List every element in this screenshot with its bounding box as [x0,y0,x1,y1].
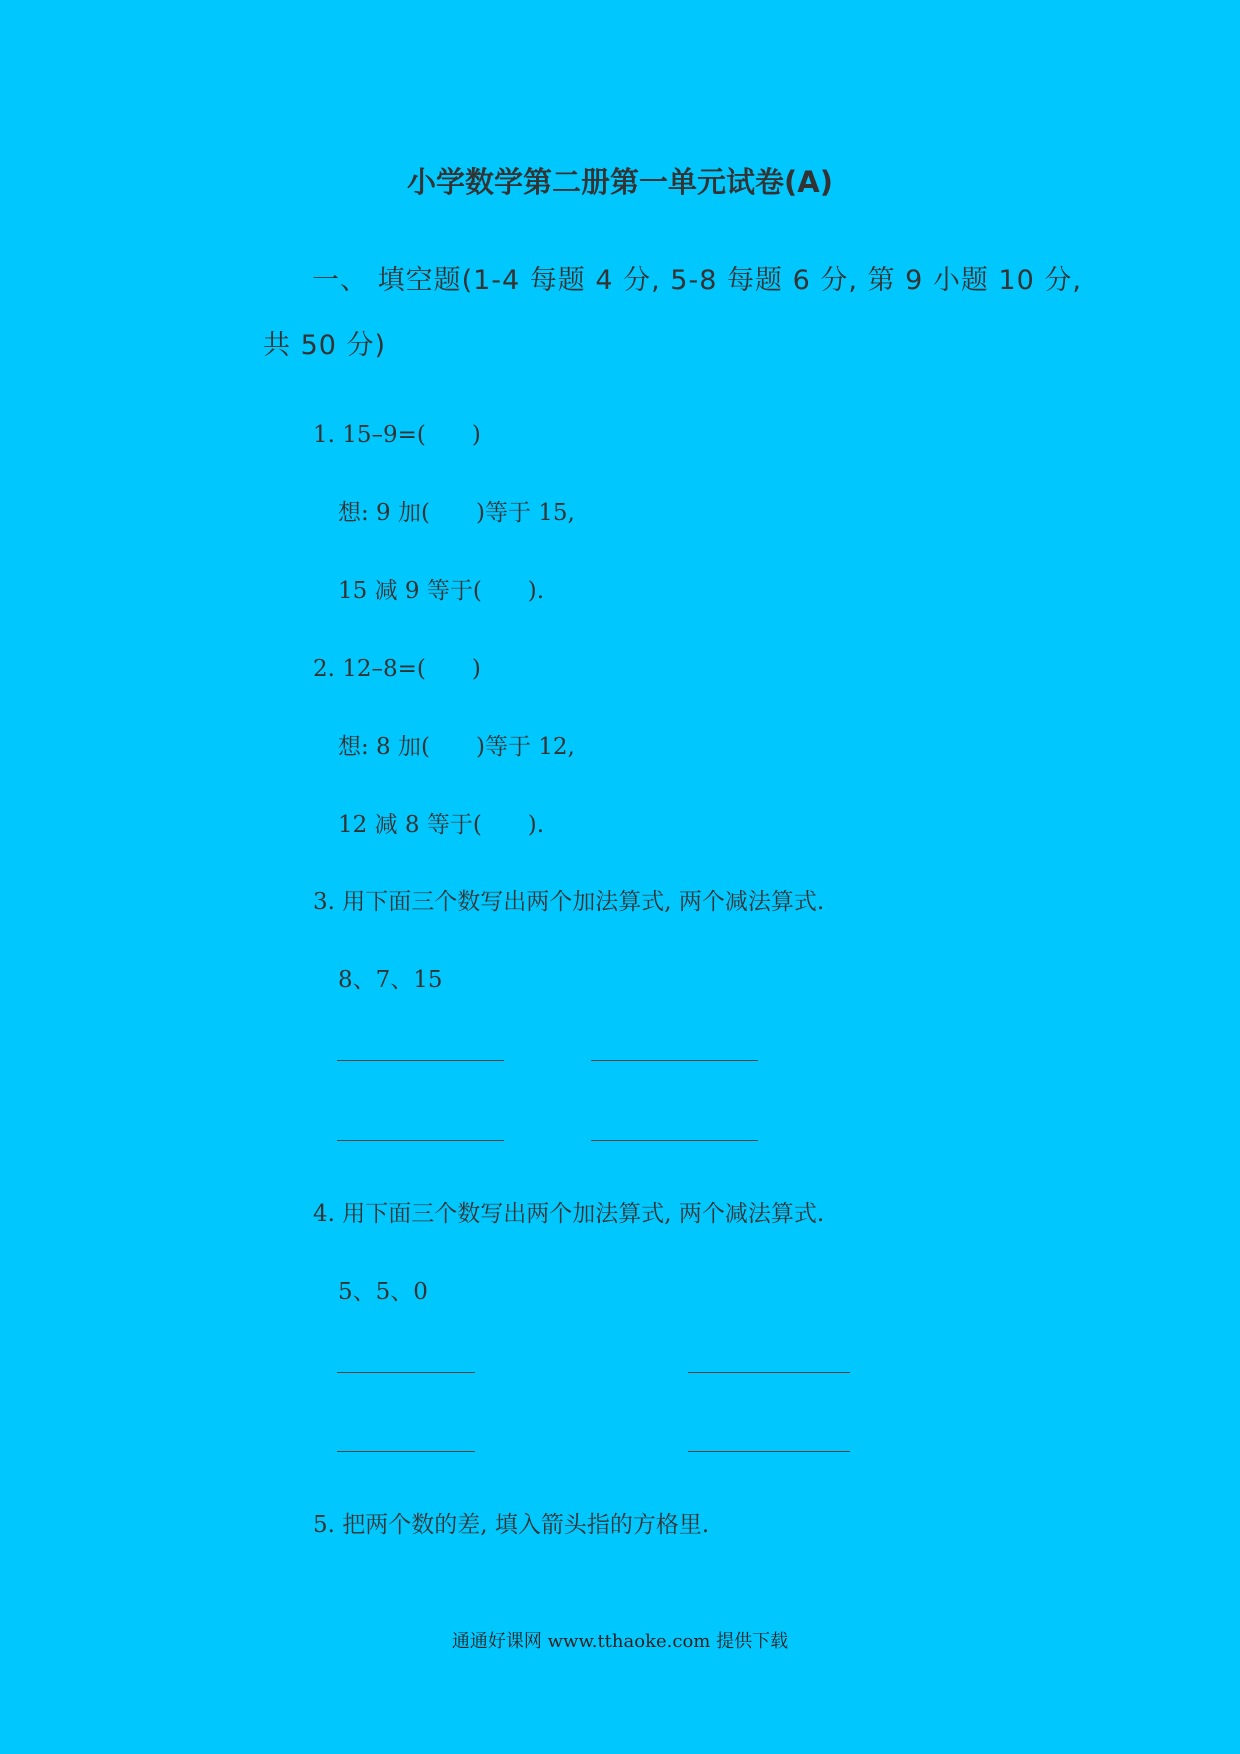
answer-blank-4-1[interactable] [337,1372,475,1373]
answer-blank-4-3[interactable] [337,1451,475,1452]
question-1-stem: 1. 15–9=( ) [313,422,481,448]
question-4-stem: 4. 用下面三个数写出两个加法算式, 两个减法算式. [313,1201,825,1227]
question-2-think: 想: 8 加( )等于 12, [338,734,575,760]
answer-blank-3-2[interactable] [591,1060,758,1061]
section-heading-line-1: 一、 填空题(1-4 每题 4 分, 5-8 每题 6 分, 第 9 小题 10 分, [312,265,1082,296]
answer-blank-3-1[interactable] [337,1060,504,1061]
question-3-stem: 3. 用下面三个数写出两个加法算式, 两个减法算式. [313,889,825,915]
exam-title: 小学数学第二册第一单元试卷(A) [407,165,833,199]
answer-blank-3-3[interactable] [337,1140,504,1141]
answer-blank-3-4[interactable] [591,1140,758,1141]
question-5-stem: 5. 把两个数的差, 填入箭头指的方格里. [313,1512,710,1538]
answer-blank-4-4[interactable] [688,1451,850,1452]
question-1-think: 想: 9 加( )等于 15, [338,500,575,526]
question-3-numbers: 8、7、15 [338,967,443,993]
question-2-stem: 2. 12–8=( ) [313,656,481,682]
question-4-numbers: 5、5、0 [338,1279,428,1305]
footer-credit: 通通好课网 www.tthaoke.com 提供下载 [451,1631,789,1652]
answer-blank-4-2[interactable] [688,1372,850,1373]
section-heading-line-2: 共 50 分) [263,330,387,361]
question-1-result: 15 减 9 等于( ). [338,578,545,604]
question-2-result: 12 减 8 等于( ). [338,812,545,838]
